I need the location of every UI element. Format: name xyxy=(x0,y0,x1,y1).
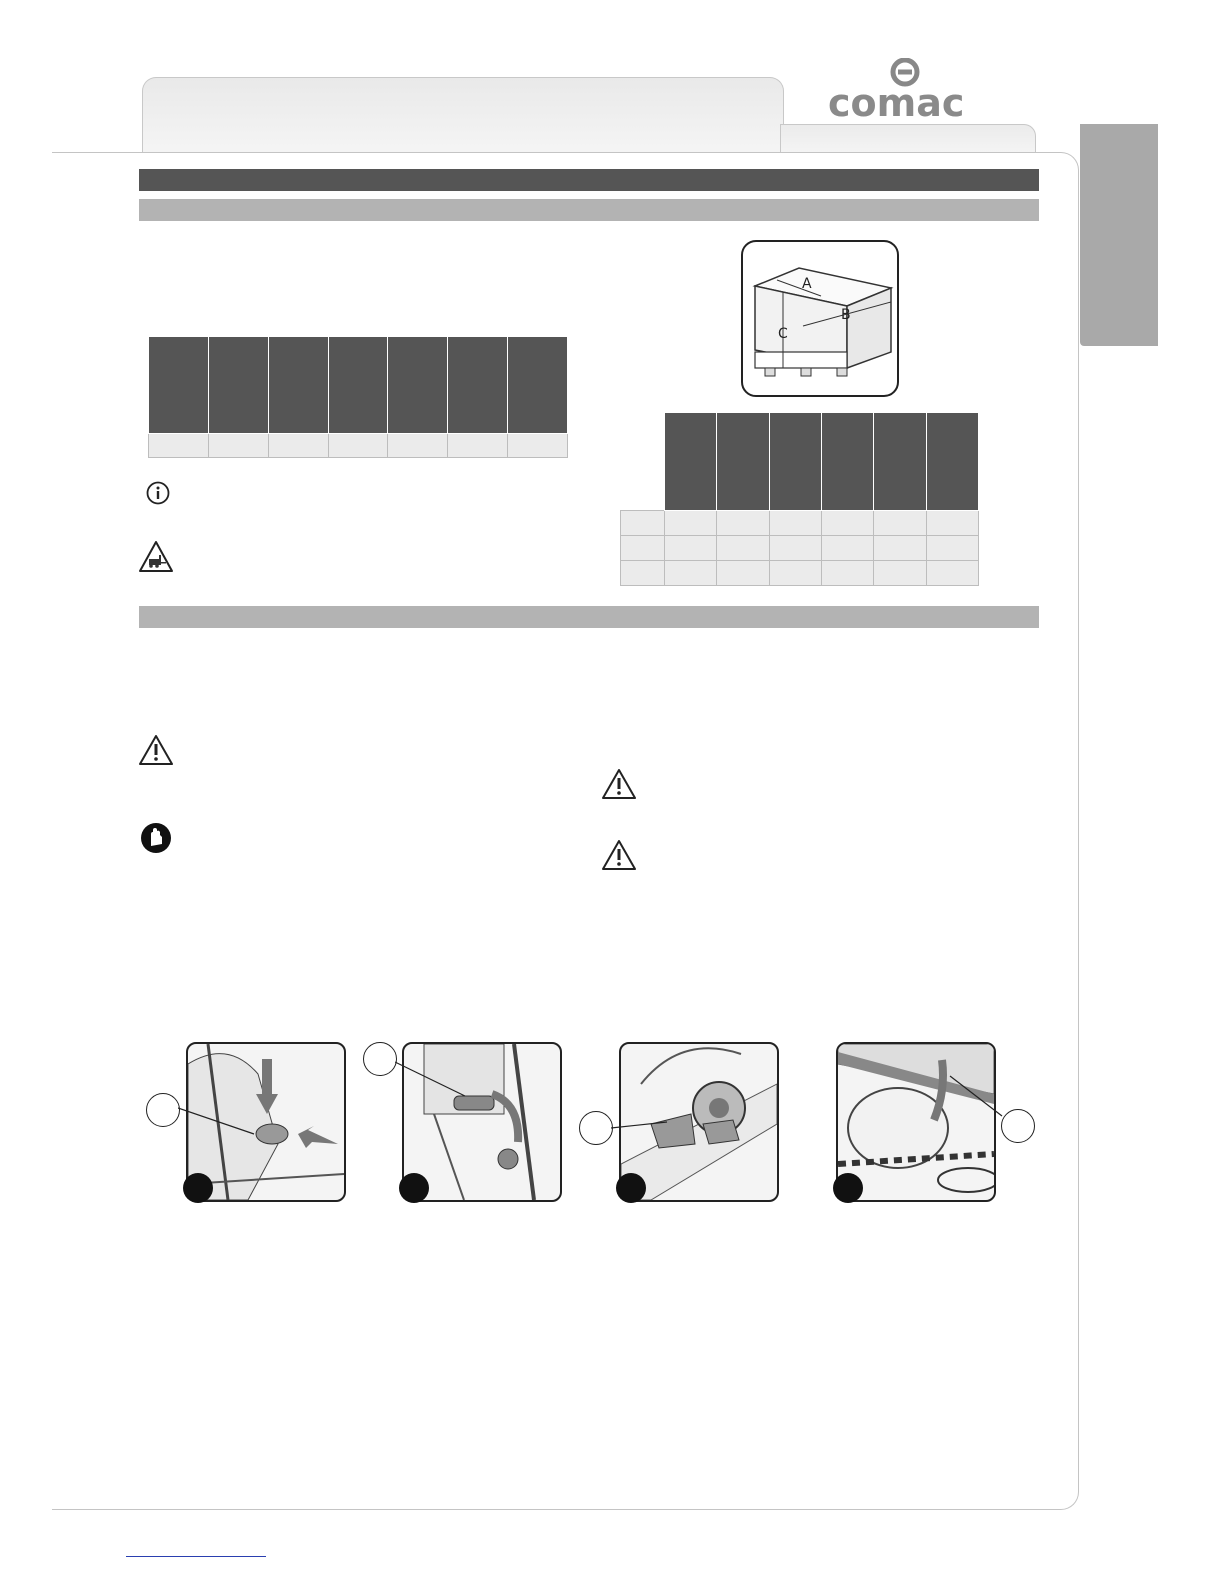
table-header-cell xyxy=(268,337,328,434)
table-cell xyxy=(874,561,926,586)
table-cell xyxy=(821,561,873,586)
chapter-title-bar xyxy=(139,169,1039,191)
table-cell xyxy=(149,434,209,458)
table-cell xyxy=(328,434,388,458)
table-cell xyxy=(926,536,978,561)
callout-leader xyxy=(948,1072,1004,1122)
table-cell xyxy=(769,561,821,586)
table-header-cell xyxy=(717,413,769,511)
table-row-label xyxy=(621,511,665,536)
packing-box-illustration xyxy=(741,240,899,397)
table-header-cell xyxy=(388,337,448,434)
step-badge xyxy=(616,1173,646,1203)
callout-leader xyxy=(611,1118,671,1138)
table-header-cell xyxy=(508,337,568,434)
table-header-cell xyxy=(821,413,873,511)
table-row-label xyxy=(621,536,665,561)
chapter-side-tab xyxy=(1080,124,1158,346)
table-cell xyxy=(508,434,568,458)
table-cell xyxy=(388,434,448,458)
table-header-row xyxy=(621,413,979,511)
warning-icon xyxy=(138,734,174,766)
table-header-row xyxy=(149,337,568,434)
callout-circle xyxy=(1001,1109,1035,1143)
callout-leader xyxy=(178,1100,258,1140)
table-cell xyxy=(821,536,873,561)
table-cell xyxy=(769,511,821,536)
table-cell xyxy=(664,536,716,561)
table-cell xyxy=(448,434,508,458)
step-badge xyxy=(183,1173,213,1203)
table-cell xyxy=(208,434,268,458)
table-cell xyxy=(926,561,978,586)
packing-weight-table xyxy=(148,336,568,458)
table-header-cell xyxy=(149,337,209,434)
table-header-cell xyxy=(874,413,926,511)
table-corner-cell xyxy=(621,413,665,511)
table-row xyxy=(621,536,979,561)
table-cell xyxy=(874,536,926,561)
gloves-icon xyxy=(140,822,172,854)
table-row-label xyxy=(621,561,665,586)
callout-leader xyxy=(395,1060,475,1100)
footer-link[interactable] xyxy=(126,1556,266,1557)
table-cell xyxy=(769,536,821,561)
callout-circle xyxy=(146,1093,180,1127)
info-icon xyxy=(146,481,170,505)
table-header-cell xyxy=(448,337,508,434)
svg-text:C: C xyxy=(778,326,788,342)
table-cell xyxy=(664,561,716,586)
svg-text:A: A xyxy=(802,276,812,292)
table-cell xyxy=(926,511,978,536)
section-bar-unpacking xyxy=(139,606,1039,628)
step-badge xyxy=(399,1173,429,1203)
svg-text:B: B xyxy=(841,307,851,323)
brand-logo xyxy=(828,58,988,122)
section-bar-packing xyxy=(139,199,1039,221)
table-header-cell xyxy=(926,413,978,511)
packing-dimensions-table xyxy=(620,412,979,586)
callout-circle xyxy=(363,1042,397,1076)
table-header-cell xyxy=(769,413,821,511)
table-cell xyxy=(717,561,769,586)
table-row xyxy=(621,561,979,586)
table-row xyxy=(621,511,979,536)
table-row xyxy=(149,434,568,458)
warning-icon xyxy=(601,839,637,871)
table-header-cell xyxy=(208,337,268,434)
callout-circle xyxy=(579,1111,613,1145)
table-cell xyxy=(874,511,926,536)
table-cell xyxy=(717,511,769,536)
warning-icon xyxy=(601,768,637,800)
svg-text:comac: comac xyxy=(828,81,965,122)
table-header-cell xyxy=(328,337,388,434)
table-cell xyxy=(717,536,769,561)
table-cell xyxy=(268,434,328,458)
table-cell xyxy=(664,511,716,536)
step-badge xyxy=(833,1173,863,1203)
forklift-warning-icon xyxy=(138,540,174,573)
table-header-cell xyxy=(664,413,716,511)
table-cell xyxy=(821,511,873,536)
